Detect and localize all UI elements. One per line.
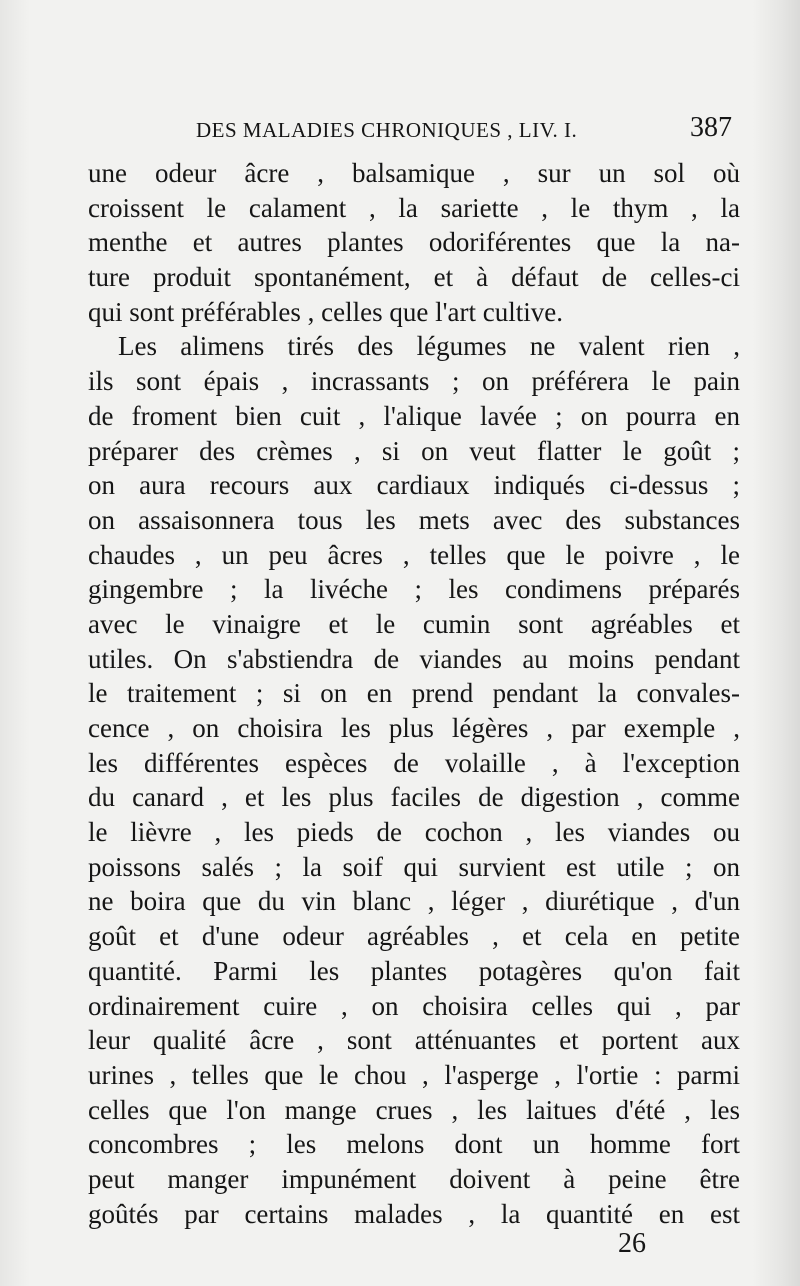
text-line: de froment bien cuit , l'alique lavée ; on pourra en	[88, 400, 740, 431]
text-line: ordinairement cuire , on choisira celles qui , par	[88, 990, 740, 1021]
running-title: DES MALADIES CHRONIQUES , LIV. I.	[196, 118, 578, 142]
page-edge-shadow	[752, 0, 800, 1286]
text-line: croissent le calament , la sariette , le thym , la	[88, 192, 740, 223]
signature-mark: 26	[618, 1228, 646, 1259]
text-line: urines , telles que le chou , l'asperge , l'ortie : parmi	[88, 1059, 740, 1090]
text-line: du canard , et les plus faciles de digestion , comme	[88, 782, 740, 813]
text-line: menthe et autres plantes odoriférentes que la na-	[88, 227, 740, 258]
text-line: ils sont épais , incrassants ; on préférera le pain	[88, 366, 740, 397]
page-gutter-shadow	[0, 0, 30, 1286]
text-line: qui sont préférables , celles que l'art cultive.	[88, 296, 563, 327]
text-line: on aura recours aux cardiaux indiqués ci-dessus ;	[88, 470, 740, 501]
running-head	[90, 112, 740, 152]
text-line: poissons salés ; la soif qui survient est utile ; on	[88, 851, 740, 882]
paragraph-first-line: Les alimens tirés des légumes ne valent rien ,	[118, 331, 740, 362]
text-line: ne boira que du vin blanc , léger , diurétique , d'un	[88, 886, 740, 917]
text-line: utiles. On s'abstiendra de viandes au moins pendant	[88, 643, 740, 674]
text-line: ture produit spontanément, et à défaut de celles-ci	[88, 262, 740, 293]
text-line: goûtés par certains malades , la quantité en est	[88, 1198, 740, 1229]
body-text	[88, 156, 740, 1231]
text-line: leur qualité âcre , sont atténuantes et portent aux	[88, 1025, 740, 1056]
text-line: gingembre ; la livéche ; les condimens préparés	[88, 574, 740, 605]
text-line: avec le vinaigre et le cumin sont agréables et	[88, 608, 740, 639]
text-line: goût et d'une odeur agréables , et cela en petite	[88, 921, 740, 952]
text-line: préparer des crèmes , si on veut flatter le goût ;	[88, 435, 740, 466]
page-number: 387	[690, 112, 732, 143]
text-line: les différentes espèces de volaille , à l'exception	[88, 747, 740, 778]
text-line: quantité. Parmi les plantes potagères qu'on fait	[88, 955, 740, 986]
text-line: chaudes , un peu âcres , telles que le poivre , le	[88, 539, 740, 570]
text-line: une odeur âcre , balsamique , sur un sol où	[88, 158, 740, 188]
text-line: on assaisonnera tous les mets avec des substances	[88, 504, 740, 535]
text-line: peut manger impunément doivent à peine être	[88, 1163, 740, 1194]
text-line: le traitement ; si on en prend pendant la convales-	[88, 678, 740, 709]
text-line: celles que l'on mange crues , les laitues d'été , les	[88, 1094, 740, 1125]
text-line: concombres ; les melons dont un homme fort	[88, 1129, 740, 1160]
text-line: cence , on choisira les plus légères , par exemple ,	[88, 713, 740, 743]
text-line: le lièvre , les pieds de cochon , les viandes ou	[88, 817, 740, 848]
